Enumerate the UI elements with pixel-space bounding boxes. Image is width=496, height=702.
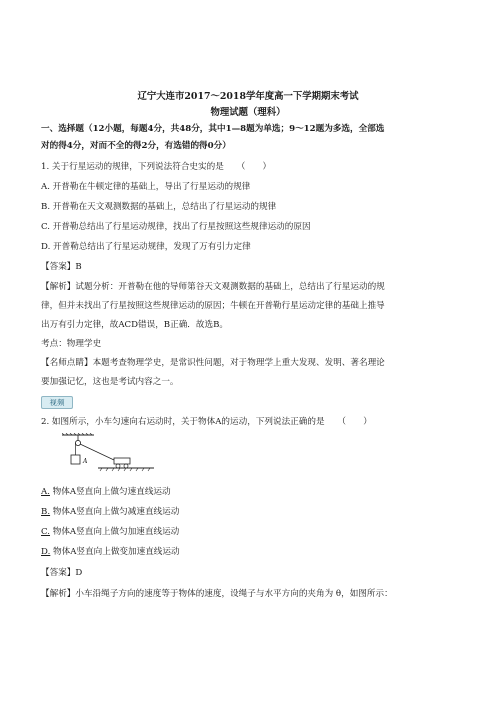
option-text: 物体A竖直向上做匀减速直线运动 xyxy=(50,507,180,517)
question-1-analysis-line-3: 出万有引力定律，故ACD错误，B正确．故选B。 xyxy=(41,320,228,330)
option-letter: C. xyxy=(41,527,51,537)
question-1-option-c: C. 开普勒总结出了行星运动规律，找出了行星按照这些规律运动的原因 xyxy=(41,222,311,232)
question-1-answer: 【答案】B xyxy=(41,262,82,272)
exam-subtitle: 物理试题（理科） xyxy=(210,107,286,118)
pulley-cart-diagram xyxy=(62,433,172,475)
question-1-option-b: B. 开普勒在天文观测数据的基础上，总结出了行星运动的规律 xyxy=(41,202,277,212)
question-2-analysis: 【解析】小车沿绳子方向的速度等于物体的速度，设绳子与水平方向的夹角为 θ，如图所示： xyxy=(41,589,393,599)
question-1-comment-line-1: 【名师点睛】本题考查物理学史，是常识性问题，对于物理学上重大发现、发明、著名理论 xyxy=(41,358,385,368)
section-heading-cont: 对的得4分，对而不全的得2分，有选错的得0分） xyxy=(41,141,231,151)
question-2-answer: 【答案】D xyxy=(41,568,83,578)
question-1-comment-line-2: 要加强记忆，这也是考试内容之一。 xyxy=(41,377,179,387)
question-1-option-a: A. 开普勒在牛顿定律的基础上，导出了行星运动的规律 xyxy=(41,182,251,192)
question-1-analysis-line-1: 【解析】试题分析：开普勒在他的导师第谷天文观测数据的基础上，总结出了行星运动的规 xyxy=(41,282,385,292)
option-letter: A. xyxy=(41,487,50,497)
option-letter: D. xyxy=(41,547,51,557)
question-2-stem: 2. 如图所示，小车匀速向右运动时，关于物体A的运动，下列说法正确的是 （ ） xyxy=(41,417,372,427)
video-link[interactable] xyxy=(41,396,73,409)
question-1-kaodian: 考点：物理学史 xyxy=(41,339,102,349)
exam-title: 辽宁大连市2017～2018学年度高一下学期期末考试 xyxy=(137,91,359,102)
pulley-icon xyxy=(75,440,80,445)
question-1-option-d: D. 开普勒总结出了行星运动规律，发现了万有引力定律 xyxy=(41,242,251,252)
question-1-stem: 1. 关于行星运动的规律，下列说法符合史实的是 （ ） xyxy=(41,162,272,172)
section-heading: 一、选择题（12小题，每题4分，共48分，其中1—8题为单选；9～12题为多选，全部选 xyxy=(41,124,385,134)
option-text: 物体A竖直向上做匀加速直线运动 xyxy=(50,527,180,537)
block-a xyxy=(71,455,80,464)
video-label[interactable]: 视频 xyxy=(49,398,65,407)
cart xyxy=(114,458,130,464)
block-a-label: A xyxy=(83,458,88,465)
question-2-option-d xyxy=(41,546,461,558)
question-2-option-b xyxy=(41,506,461,518)
question-1-analysis-line-2: 律，但并未找出了行星按照这些规律运动的原因；牛顿在开普勒行星运动定律的基础上推导 xyxy=(41,301,385,311)
option-text: 物体A竖直向上做变加速直线运动 xyxy=(50,547,180,557)
option-text: 物体A竖直向上做匀速直线运动 xyxy=(49,487,171,497)
option-letter: B. xyxy=(41,507,51,517)
question-2-option-a xyxy=(41,486,461,498)
question-2-option-c xyxy=(41,526,461,538)
